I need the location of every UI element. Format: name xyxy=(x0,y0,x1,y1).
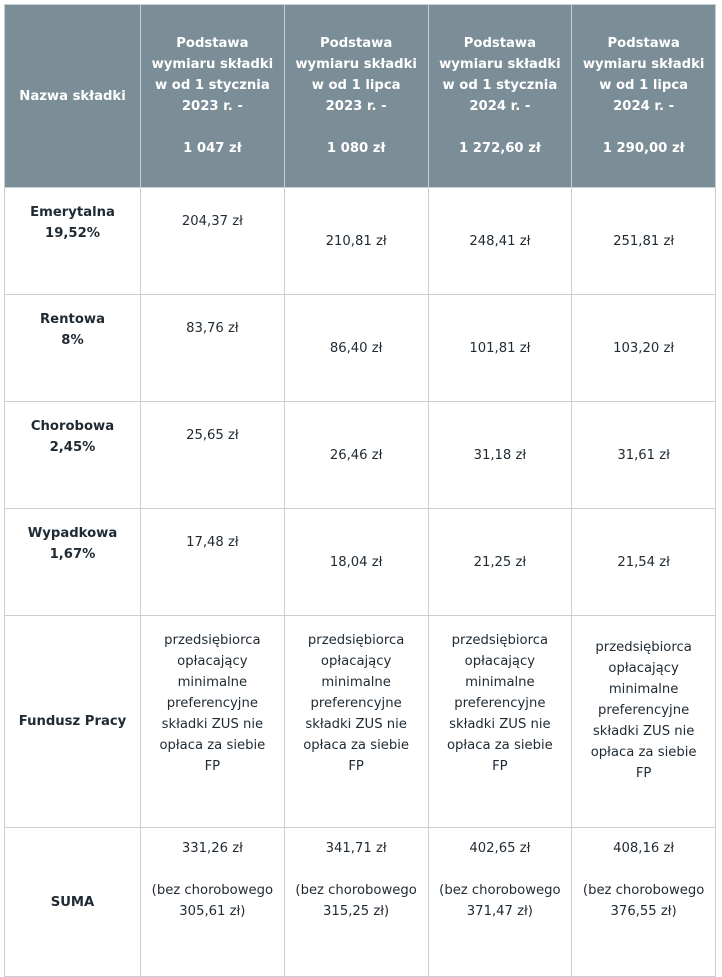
row-name: Rentowa xyxy=(40,312,105,327)
header-column-base: 1 290,00 zł xyxy=(602,141,685,156)
header-row xyxy=(5,5,716,188)
row-name-cell xyxy=(5,616,141,828)
table-cell: 248,41 zł xyxy=(428,188,572,295)
table-row-wypadkowa xyxy=(5,509,716,616)
table-row-suma xyxy=(5,828,716,977)
row-rate: 19,52% xyxy=(45,226,100,241)
sum-note: (bez chorobowego 305,61 zł) xyxy=(151,883,274,919)
row-name: SUMA xyxy=(50,894,95,910)
table-cell: 26,46 zł xyxy=(284,402,428,509)
row-name: Chorobowa xyxy=(30,419,115,434)
header-column-jul-2023 xyxy=(284,5,428,188)
header-column-jan-2024 xyxy=(428,5,572,188)
row-name-cell xyxy=(5,295,141,402)
table-cell: 204,37 zł xyxy=(141,188,285,295)
row-rate: 8% xyxy=(61,333,84,348)
header-column-label: Podstawa wymiaru składki w od 1 lipca 2023 r. - xyxy=(295,36,417,114)
table-cell: przedsiębiorca opłacający minimalne preferencyjne składki ZUS nie opłaca za siebie FP xyxy=(141,616,285,828)
sum-total: 408,16 zł xyxy=(613,841,675,856)
table-row-rentowa xyxy=(5,295,716,402)
header-column-label: Podstawa wymiaru składki w od 1 stycznia 2023 r. - xyxy=(151,36,274,114)
row-name-cell xyxy=(5,509,141,616)
table-cell: 86,40 zł xyxy=(284,295,428,402)
table-cell: 21,54 zł xyxy=(572,509,716,616)
table-cell: 103,20 zł xyxy=(572,295,716,402)
table-row-emerytalna xyxy=(5,188,716,295)
table-cell: 21,25 zł xyxy=(428,509,572,616)
sum-cell xyxy=(428,828,572,977)
sum-total: 402,65 zł xyxy=(469,841,531,856)
sum-total: 331,26 zł xyxy=(181,841,243,856)
header-column-base: 1 047 zł xyxy=(183,141,242,156)
table-cell: 31,61 zł xyxy=(572,402,716,509)
header-column-jul-2024 xyxy=(572,5,716,188)
row-name-cell xyxy=(5,402,141,509)
table-cell: przedsiębiorca opłacający minimalne preferencyjne składki ZUS nie opłaca za siebie FP xyxy=(428,616,572,828)
header-name-column: Nazwa składki xyxy=(5,5,141,188)
row-name: Wypadkowa xyxy=(27,526,118,541)
row-name-cell xyxy=(5,828,141,977)
table-cell: 31,18 zł xyxy=(428,402,572,509)
table-body xyxy=(5,188,716,977)
table-cell: 210,81 zł xyxy=(284,188,428,295)
table-row-chorobowa xyxy=(5,402,716,509)
table-header xyxy=(5,5,716,188)
table-cell: przedsiębiorca opłacający minimalne preferencyjne składki ZUS nie opłaca za siebie FP xyxy=(572,616,716,828)
table-cell: 251,81 zł xyxy=(572,188,716,295)
header-column-jan-2023 xyxy=(141,5,285,188)
row-name-cell xyxy=(5,188,141,295)
sum-note: (bez chorobowego 371,47 zł) xyxy=(439,883,561,919)
table-row-fundusz-pracy xyxy=(5,616,716,828)
table-cell: 25,65 zł xyxy=(141,402,285,509)
row-name: Fundusz Pracy xyxy=(18,714,127,729)
sum-cell xyxy=(572,828,716,977)
sum-note: (bez chorobowego 315,25 zł) xyxy=(295,883,417,919)
row-rate: 2,45% xyxy=(49,440,96,455)
zus-contributions-table xyxy=(4,4,716,977)
table-cell: 83,76 zł xyxy=(141,295,285,402)
sum-cell xyxy=(284,828,428,977)
header-column-base: 1 080 zł xyxy=(326,141,386,156)
table-cell: 101,81 zł xyxy=(428,295,572,402)
row-name: Emerytalna xyxy=(30,205,115,220)
header-column-label: Podstawa wymiaru składki w od 1 stycznia 2024 r. - xyxy=(439,36,561,114)
row-rate: 1,67% xyxy=(49,547,96,562)
table-cell: 17,48 zł xyxy=(141,509,285,616)
header-column-label: Podstawa wymiaru składki w od 1 lipca 2024 r. - xyxy=(582,36,705,114)
sum-note: (bez chorobowego 376,55 zł) xyxy=(582,883,705,919)
sum-cell xyxy=(141,828,285,977)
sum-total: 341,71 zł xyxy=(325,841,387,856)
table-cell: przedsiębiorca opłacający minimalne preferencyjne składki ZUS nie opłaca za siebie FP xyxy=(284,616,428,828)
table-cell: 18,04 zł xyxy=(284,509,428,616)
header-column-base: 1 272,60 zł xyxy=(458,141,541,156)
